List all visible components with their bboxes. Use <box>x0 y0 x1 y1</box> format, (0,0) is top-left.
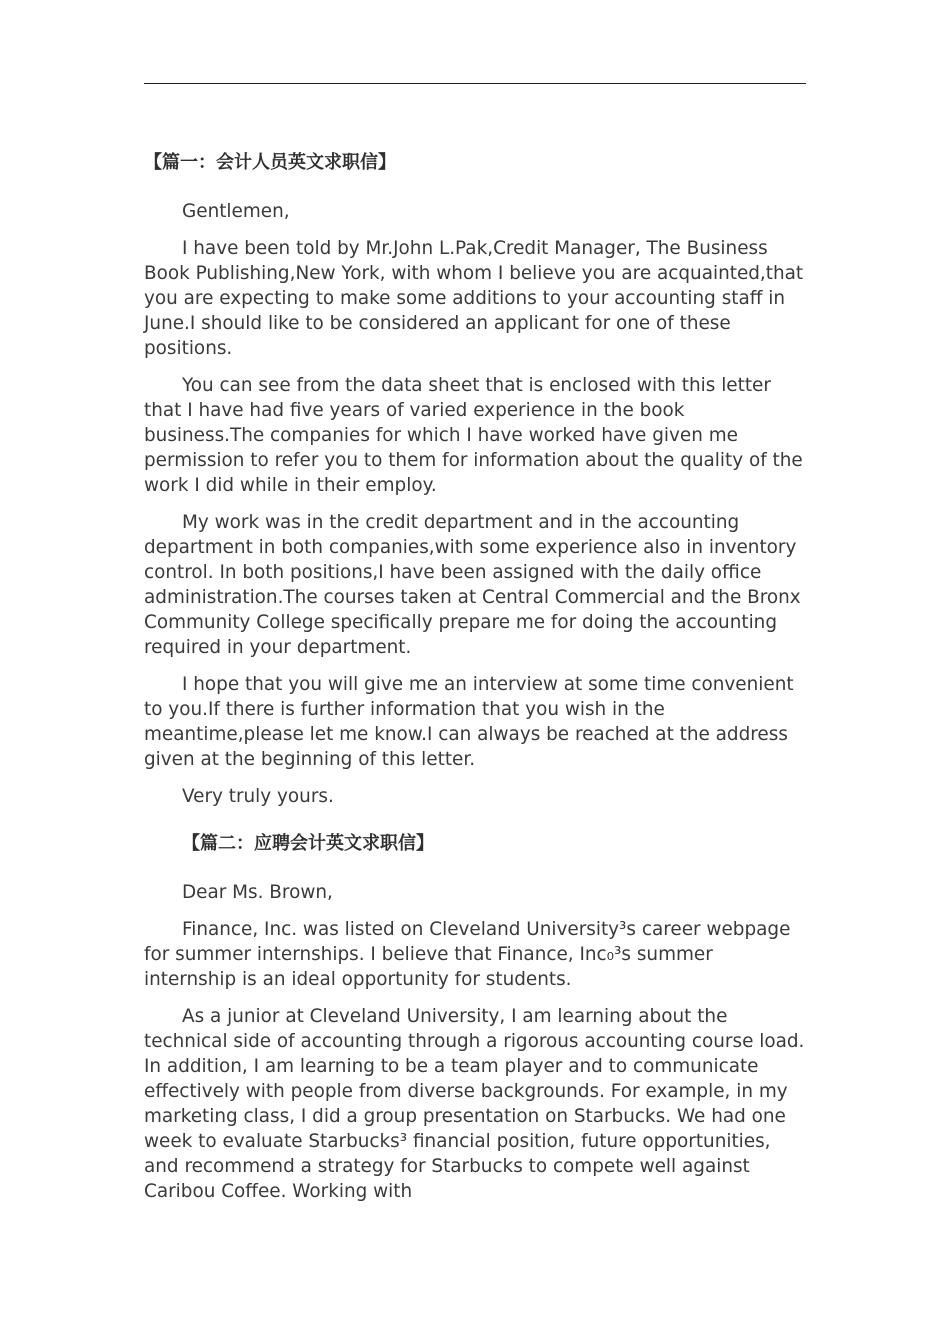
closing: Very truly yours. <box>182 786 334 807</box>
body-paragraph: I have been told by Mr.John L.Pak,Credit Manager, The Business Book Publishing,New York, with whom I believe you are acquainted,that you are expecting to make some additions to your accounting staff in June.I should like to be considered an applicant for one of these positions. <box>144 238 804 359</box>
body-paragraph: You can see from the data sheet that is enclosed with this letter that I have had five years of varied experience in the book business.The companies for which I have worked have given me permission to refer you to them for information about the quality of the work I did while in their employ. <box>144 375 803 496</box>
document-body <box>144 140 806 1216</box>
body-paragraph: Finance, Inc. was listed on Cleveland University³s career webpage for summer internships. I believe that Finance, Inc₀³s summer internship is an ideal opportunity for students. <box>144 919 791 990</box>
section-heading-2: 【篇二：应聘会计英文求职信】 <box>182 833 434 854</box>
section-heading-1: 【篇一：会计人员英文求职信】 <box>144 152 396 173</box>
header-rule <box>144 83 806 84</box>
body-paragraph: I hope that you will give me an interview at some time convenient to you.If there is further information that you wish in the meantime,please let me know.I can always be reached at the address given at the beginning of this letter. <box>144 674 794 770</box>
salutation: Gentlemen, <box>182 201 290 222</box>
salutation: Dear Ms. Brown, <box>182 882 333 903</box>
body-paragraph: As a junior at Cleveland University, I am learning about the technical side of accounting through a rigorous accounting course load. In addition, I am learning to be a team player and to communicate effectively with people from diverse backgrounds. For example, in my marketing class, I did a group presentation on Starbucks. We had one week to evaluate Starbucks³ financial position, future opportunities, and recommend a strategy for Starbucks to compete well against Caribou Coffee. Working with <box>144 1006 805 1202</box>
body-paragraph: My work was in the credit department and in the accounting department in both companies,with some experience also in inventory control. In both positions,I have been assigned with the daily office administration.The courses taken at Central Commercial and the Bronx Community College specifically prepare me for doing the accounting required in your department. <box>144 512 801 658</box>
